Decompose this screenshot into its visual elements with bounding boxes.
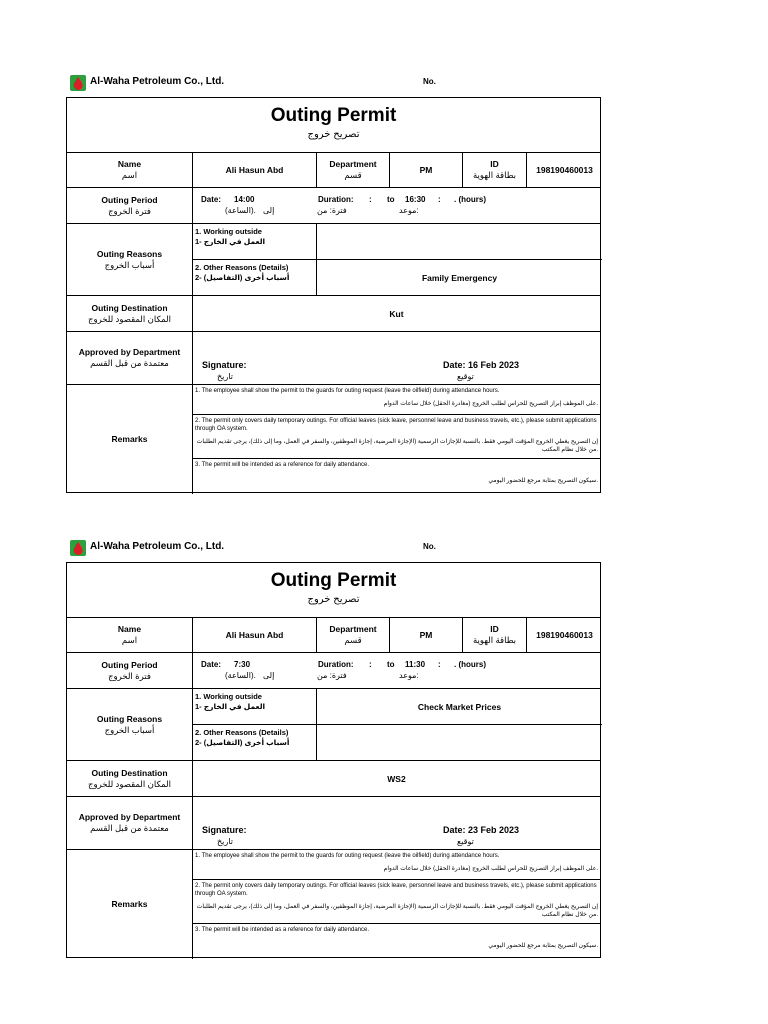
remark-text: 3. The permit will be intended as a reference for daily attendance. (195, 462, 369, 468)
company-name: Al-Waha Petroleum Co., Ltd. (90, 541, 225, 552)
date-label: Date: (201, 195, 222, 204)
company-logo-icon (70, 75, 86, 91)
colon-separator: : (438, 660, 441, 669)
colon-separator: : (369, 195, 372, 204)
approved-label-cell (67, 797, 193, 849)
to-label-arabic: إلى (263, 671, 275, 680)
company-name: Al-Waha Petroleum Co., Ltd. (90, 76, 225, 87)
permit-table (66, 562, 601, 958)
approval-date-label: Date: (443, 825, 466, 835)
remark-text: 2. The permit only covers daily temporary outings. For official leaves (sick leave, personnel leave and business travels, etc.), please submit applications through OA system. (195, 883, 597, 897)
outing-destination-row (67, 296, 600, 332)
working-outside-label: 1. Working outside (195, 227, 262, 236)
department-label-cell (317, 618, 390, 652)
period-label: Outing Period (101, 659, 158, 670)
approval-row (67, 332, 600, 385)
destination-label-arabic: المكان المقصود للخروج (88, 778, 171, 789)
hours-label: . (hours) (454, 195, 486, 204)
period-from-label-arabic: فترة: من (317, 671, 347, 680)
period-label-cell (67, 653, 193, 688)
outing-period-row (67, 653, 600, 689)
company-logo-icon (70, 540, 86, 556)
reasons-label-arabic: أسباب الخروج (104, 724, 155, 735)
outing-period-row (67, 188, 600, 224)
name-label: Name (117, 624, 142, 634)
working-outside-details-field[interactable]: Check Market Prices (317, 689, 602, 725)
id-label: ID (490, 624, 499, 634)
remark-text: 2. The permit only covers daily temporary outings. For official leaves (sick leave, personnel leave and business travels, etc.), please submit applications through OA system. (195, 418, 597, 432)
reason-option-other (193, 725, 317, 760)
appointment-label-arabic: موعد: (399, 671, 419, 680)
time-from-field[interactable]: 7:30 (234, 660, 251, 669)
date-label-arabic: توقيع (457, 837, 474, 846)
other-reasons-label: 2. Other Reasons (Details) (195, 728, 289, 737)
destination-label: Outing Destination (91, 302, 168, 313)
reason-option-working-outside (193, 689, 317, 725)
employee-name-field[interactable]: Ali Hasun Abd (193, 153, 317, 187)
name-label-cell (67, 618, 193, 652)
department-label: Department (329, 159, 377, 169)
remark-text-arabic: سيكون التصريح بمثابة مرجع للحضور اليومي. (488, 478, 598, 484)
duration-label: Duration: (318, 195, 354, 204)
remark-text-arabic: سيكون التصريح بمثابة مرجع للحضور اليومي. (488, 943, 598, 949)
permit-table (66, 97, 601, 493)
signature-label: Signature: (202, 825, 247, 835)
remark-item (193, 415, 600, 459)
page-title-arabic: تصريح خروج (307, 129, 360, 140)
to-label: to (387, 660, 395, 669)
remarks-row (67, 850, 600, 959)
signature-label-arabic: تاريخ (217, 372, 233, 381)
remark-text: 1. The employee shall show the permit to the guards for outing request (leave the oilfield) during attendance hours. (195, 388, 500, 394)
hour-label-arabic: (الساعة). (225, 206, 256, 215)
destination-label-cell (67, 761, 193, 796)
destination-label-arabic: المكان المقصود للخروج (88, 313, 171, 324)
destination-field[interactable]: WS2 (387, 773, 406, 784)
approval-date-field[interactable] (443, 360, 519, 370)
page-title-arabic: تصريح خروج (307, 594, 360, 605)
period-label-cell (67, 188, 193, 223)
hours-label: . (hours) (454, 660, 486, 669)
working-outside-label-arabic: 1- العمل في الخارج (195, 702, 266, 711)
approved-label-cell (67, 332, 193, 384)
approval-row (67, 797, 600, 850)
reason-option-other (193, 260, 317, 295)
period-from-label-arabic: فترة: من (317, 206, 347, 215)
title-block (67, 98, 600, 153)
remark-item (193, 850, 600, 880)
reasons-label-arabic: أسباب الخروج (104, 259, 155, 270)
other-reasons-details-field[interactable] (317, 725, 602, 760)
approved-label-arabic: معتمدة من قبل القسم (90, 823, 169, 833)
outing-destination-row (67, 761, 600, 797)
remarks-label: Remarks (111, 434, 148, 444)
time-from-field[interactable]: 14:00 (234, 195, 255, 204)
approved-label: Approved by Department (78, 347, 181, 357)
date-label: Date: (201, 660, 222, 669)
remark-item (193, 385, 600, 415)
page-title: Outing Permit (270, 105, 397, 126)
remarks-label: Remarks (111, 899, 148, 909)
remark-item (193, 459, 600, 494)
other-reasons-label: 2. Other Reasons (Details) (195, 263, 289, 272)
approval-date-field[interactable] (443, 825, 519, 835)
date-label-arabic: توقيع (457, 372, 474, 381)
department-label: Department (329, 624, 377, 634)
name-label-arabic: اسم (121, 635, 138, 645)
title-block (67, 563, 600, 618)
id-number-field[interactable]: 198190460013 (536, 630, 593, 640)
working-outside-label: 1. Working outside (195, 692, 262, 701)
name-label-arabic: اسم (121, 170, 138, 180)
name-label-cell (67, 153, 193, 187)
remark-text: 1. The employee shall show the permit to the guards for outing request (leave the oilfield) during attendance hours. (195, 853, 500, 859)
appointment-label-arabic: موعد: (399, 206, 419, 215)
id-label: ID (490, 159, 499, 169)
remark-item (193, 924, 600, 959)
colon-separator: : (438, 195, 441, 204)
reasons-label: Outing Reasons (96, 713, 163, 724)
department-label-arabic: قسم (344, 635, 362, 645)
other-reasons-details-field[interactable]: Family Emergency (421, 272, 498, 283)
period-label: Outing Period (101, 194, 158, 205)
page-title: Outing Permit (270, 570, 397, 591)
remark-item (193, 880, 600, 924)
permit-number-label: No. (423, 77, 436, 86)
destination-field[interactable]: Kut (389, 308, 404, 319)
department-label-cell (317, 153, 390, 187)
id-label-arabic: بطاقة الهوية (472, 635, 517, 645)
approval-date-label: Date: (443, 360, 466, 370)
signature-label: Signature: (202, 360, 247, 370)
remark-text-arabic: إن التصريح يغطي الخروج المؤقت اليومي فقط. بالنسبة للإجازات الرسمية (الإجازة المرضية، إجازة الموظفين، والسفر في العمل، وما إلى ذلك)، يرجى تقديم الطلبات من خلال نظام المكتب. (196, 439, 598, 453)
name-row (67, 618, 600, 653)
permit-number-label: No. (423, 542, 436, 551)
remarks-row (67, 385, 600, 494)
time-to-field[interactable]: 16:30 (405, 195, 426, 204)
hour-label-arabic: (الساعة). (225, 671, 256, 680)
id-label-arabic: بطاقة الهوية (472, 170, 517, 180)
reason-option-working-outside (193, 224, 317, 260)
reasons-label: Outing Reasons (96, 248, 163, 259)
id-number-field[interactable]: 198190460013 (536, 165, 593, 175)
remark-text: 3. The permit will be intended as a reference for daily attendance. (195, 927, 369, 933)
employee-name-field[interactable]: Ali Hasun Abd (193, 618, 317, 652)
outing-reasons-row (67, 224, 600, 296)
remarks-label-cell (67, 385, 193, 494)
name-label: Name (117, 159, 142, 169)
duration-label: Duration: (318, 660, 354, 669)
company-header (70, 75, 630, 93)
to-label: to (387, 195, 395, 204)
remarks-label-cell (67, 850, 193, 959)
approval-date-value: 23 Feb 2023 (468, 825, 520, 835)
remark-text-arabic: على الموظف إبراز التصريح للحراس لطلب الخروج (مغادرة الحقل) خلال ساعات الدوام. (383, 866, 598, 872)
department-label-arabic: قسم (344, 170, 362, 180)
outing-permit-form (0, 76, 768, 497)
name-row (67, 153, 600, 188)
period-label-arabic: فترة الخروج (108, 670, 151, 681)
period-label-arabic: فترة الخروج (108, 205, 151, 216)
approval-date-value: 16 Feb 2023 (468, 360, 520, 370)
outing-reasons-row (67, 689, 600, 761)
id-label-cell (463, 153, 527, 187)
department-field[interactable]: PM (390, 153, 463, 187)
colon-separator: : (369, 660, 372, 669)
working-outside-details-field[interactable] (317, 224, 602, 260)
destination-label-cell (67, 296, 193, 331)
signature-label-arabic: تاريخ (217, 837, 233, 846)
reasons-label-cell (67, 224, 193, 295)
remark-text-arabic: إن التصريح يغطي الخروج المؤقت اليومي فقط. بالنسبة للإجازات الرسمية (الإجازة المرضية، إجازة الموظفين، والسفر في العمل، وما إلى ذلك)، يرجى تقديم الطلبات من خلال نظام المكتب. (196, 904, 598, 918)
id-label-cell (463, 618, 527, 652)
remark-text-arabic: على الموظف إبراز التصريح للحراس لطلب الخروج (مغادرة الحقل) خلال ساعات الدوام. (383, 401, 598, 407)
to-label-arabic: إلى (263, 206, 275, 215)
other-reasons-label-arabic: 2- أسباب أخرى (التفاصيل) (195, 273, 290, 282)
approved-label: Approved by Department (78, 812, 181, 822)
working-outside-label-arabic: 1- العمل في الخارج (195, 237, 266, 246)
company-header (70, 540, 630, 558)
approved-label-arabic: معتمدة من قبل القسم (90, 358, 169, 368)
reasons-label-cell (67, 689, 193, 760)
other-reasons-label-arabic: 2- أسباب أخرى (التفاصيل) (195, 738, 290, 747)
time-to-field[interactable]: 11:30 (405, 660, 426, 669)
department-field[interactable]: PM (390, 618, 463, 652)
outing-permit-form (0, 541, 768, 962)
destination-label: Outing Destination (91, 767, 168, 778)
